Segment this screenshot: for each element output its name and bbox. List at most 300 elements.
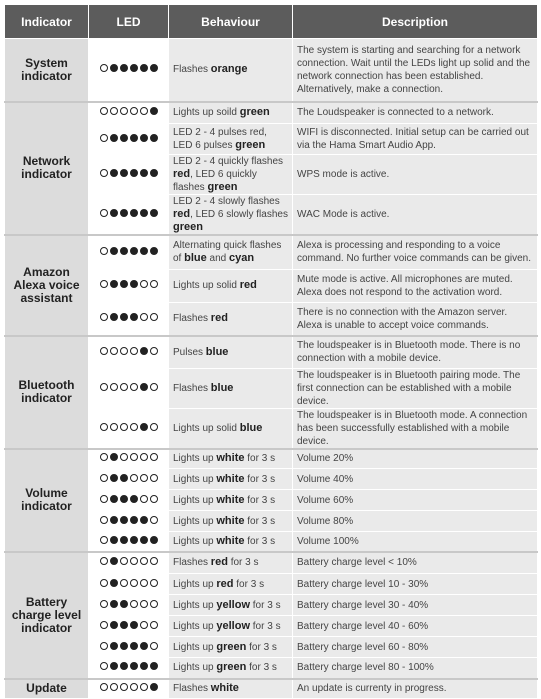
led-pattern	[100, 313, 158, 321]
description-cell: There is no connection with the Amazon server. Alexa is unable to accept voice commands.	[293, 302, 538, 336]
led-on-icon	[110, 474, 118, 482]
behaviour-color: white	[216, 452, 245, 465]
behaviour-text: Lights up	[173, 641, 217, 653]
behaviour-color: red	[239, 279, 257, 291]
behaviour-color: green	[216, 661, 247, 674]
indicator-label: Update	[5, 679, 89, 699]
behaviour-text: LED 2 - 4 quickly flashes	[173, 156, 284, 167]
description-cell: The loudspeaker is in Bluetooth mode. There is no connection with a mobile device.	[293, 336, 538, 368]
led-on-icon	[150, 683, 158, 691]
behaviour-text: Flashes	[173, 683, 211, 695]
led-off-icon	[150, 383, 158, 391]
behaviour-color: white	[216, 514, 245, 527]
led-pattern	[100, 383, 158, 391]
led-off-icon	[140, 280, 148, 288]
led-pattern	[100, 662, 158, 670]
behaviour-text: for 3 s	[244, 473, 276, 485]
led-cell	[89, 490, 169, 511]
led-off-icon	[100, 642, 108, 650]
led-on-icon	[130, 536, 138, 544]
behaviour-color: blue	[239, 421, 263, 434]
led-pattern	[100, 280, 158, 288]
behaviour-text: for 3 s	[227, 557, 259, 569]
led-off-icon	[110, 347, 118, 355]
led-cell	[89, 595, 169, 616]
led-on-icon	[110, 642, 118, 650]
led-on-icon	[110, 453, 118, 461]
led-cell	[89, 408, 169, 449]
behaviour-cell	[169, 155, 293, 195]
behaviour-text: Alternating quick flashes of	[173, 240, 282, 265]
behaviour-text: for 3 s	[246, 641, 277, 653]
led-on-icon	[150, 134, 158, 142]
behaviour-text: , LED 6 quickly flashes	[173, 169, 257, 193]
led-off-icon	[100, 383, 108, 391]
behaviour-text: for 3 s	[244, 453, 276, 465]
led-off-icon	[150, 621, 158, 629]
behaviour-text: Pulses	[173, 346, 206, 358]
led-off-icon	[100, 347, 108, 355]
description-cell: WAC Mode is active.	[293, 195, 538, 236]
led-off-icon	[140, 683, 148, 691]
led-on-icon	[120, 536, 128, 544]
led-off-icon	[140, 313, 148, 321]
behaviour-cell	[169, 408, 293, 449]
led-off-icon	[140, 557, 148, 565]
led-pattern	[100, 107, 158, 115]
led-on-icon	[140, 383, 148, 391]
led-on-icon	[130, 134, 138, 142]
behaviour-color: blue	[210, 381, 234, 394]
led-on-icon	[130, 662, 138, 670]
behaviour-cell	[169, 490, 293, 511]
led-off-icon	[130, 683, 138, 691]
led-on-icon	[110, 662, 118, 670]
led-pattern	[100, 536, 158, 544]
led-on-icon	[130, 209, 138, 217]
behaviour-color: green	[239, 106, 270, 119]
led-on-icon	[120, 642, 128, 650]
indicator-label: Bluetooth indicator	[5, 336, 89, 449]
behaviour-color: white	[210, 682, 239, 695]
led-off-icon	[120, 383, 128, 391]
header-description: Description	[293, 5, 538, 39]
behaviour-cell	[169, 235, 293, 269]
behaviour-text: Lights up soild	[173, 107, 240, 119]
description-cell: The system is starting and searching for a network connection. Wait until the LEDs light up solid and the network connection has been established. Alternatively, make a connection.	[293, 39, 538, 102]
led-cell	[89, 124, 169, 155]
led-off-icon	[130, 453, 138, 461]
led-pattern	[100, 495, 158, 503]
led-on-icon	[120, 600, 128, 608]
led-indicator-table	[4, 4, 538, 699]
led-on-icon	[110, 64, 118, 72]
description-cell: Battery charge level 60 - 80%	[293, 637, 538, 658]
behaviour-text: for 3 s	[246, 662, 277, 674]
table-row	[5, 102, 538, 124]
behaviour-text: LED 2 - 4 pulses red, LED 6 pulses	[173, 127, 267, 151]
description-cell: The Loudspeaker is connected to a network.	[293, 102, 538, 124]
led-pattern	[100, 134, 158, 142]
behaviour-text: Flashes	[173, 557, 211, 569]
led-on-icon	[130, 516, 138, 524]
led-off-icon	[110, 683, 118, 691]
behaviour-color: orange	[210, 63, 248, 76]
led-pattern	[100, 683, 158, 691]
led-on-icon	[150, 169, 158, 177]
led-on-icon	[120, 247, 128, 255]
led-cell	[89, 102, 169, 124]
behaviour-color: green	[216, 640, 247, 653]
led-on-icon	[120, 495, 128, 503]
header-indicator: Indicator	[5, 5, 89, 39]
led-on-icon	[130, 280, 138, 288]
led-cell	[89, 155, 169, 195]
led-off-icon	[130, 423, 138, 431]
led-on-icon	[120, 64, 128, 72]
led-on-icon	[140, 642, 148, 650]
behaviour-cell	[169, 552, 293, 574]
led-on-icon	[120, 474, 128, 482]
behaviour-cell	[169, 269, 293, 302]
led-pattern	[100, 516, 158, 524]
led-off-icon	[150, 280, 158, 288]
led-on-icon	[120, 134, 128, 142]
led-cell	[89, 269, 169, 302]
description-cell: The loudspeaker is in Bluetooth pairing mode. The first connection can be established with a mobile device.	[293, 368, 538, 408]
behaviour-color: white	[216, 534, 245, 547]
description-cell: Volume 20%	[293, 449, 538, 469]
behaviour-text: LED 2 - 4 slowly flashes	[173, 196, 280, 207]
behaviour-color: blue	[205, 345, 229, 358]
behaviour-text: Lights up	[173, 599, 217, 611]
led-on-icon	[150, 64, 158, 72]
led-pattern	[100, 600, 158, 608]
behaviour-cell	[169, 449, 293, 469]
description-cell: Battery charge level 10 - 30%	[293, 574, 538, 595]
led-off-icon	[140, 579, 148, 587]
behaviour-text: for 3 s	[233, 578, 265, 590]
behaviour-text: Flashes	[173, 64, 211, 76]
behaviour-text: , LED 6 slowly flashes	[190, 209, 288, 220]
table-row	[5, 449, 538, 469]
led-off-icon	[100, 600, 108, 608]
description-cell: The loudspeaker is in Bluetooth mode. A connection has been successfully established with a mobile device.	[293, 408, 538, 449]
description-cell: Mute mode is active. All microphones are muted. Alexa does not respond to the activation word.	[293, 269, 538, 302]
description-cell: WIFI is disconnected. Initial setup can be carried out via the Hama Smart Audio App.	[293, 124, 538, 155]
led-cell	[89, 469, 169, 490]
led-off-icon	[100, 536, 108, 544]
led-pattern	[100, 423, 158, 431]
led-cell	[89, 302, 169, 336]
behaviour-color: white	[216, 493, 245, 506]
led-cell	[89, 511, 169, 532]
led-cell	[89, 616, 169, 637]
behaviour-text: Flashes	[173, 382, 211, 394]
behaviour-text: for 3 s	[250, 599, 281, 611]
behaviour-color: green	[235, 139, 266, 151]
led-on-icon	[110, 313, 118, 321]
behaviour-text: Lights up	[173, 515, 217, 527]
led-off-icon	[150, 347, 158, 355]
led-cell	[89, 574, 169, 595]
led-on-icon	[130, 642, 138, 650]
led-off-icon	[100, 209, 108, 217]
behaviour-cell	[169, 679, 293, 699]
behaviour-text: Lights up	[173, 535, 217, 547]
led-pattern	[100, 169, 158, 177]
led-off-icon	[150, 600, 158, 608]
header-row	[5, 5, 538, 39]
led-on-icon	[110, 600, 118, 608]
led-off-icon	[100, 579, 108, 587]
behaviour-text: for 3 s	[244, 494, 276, 506]
behaviour-cell	[169, 616, 293, 637]
led-off-icon	[140, 474, 148, 482]
behaviour-color: red	[210, 556, 228, 569]
led-off-icon	[100, 621, 108, 629]
description-cell: Volume 40%	[293, 469, 538, 490]
led-off-icon	[120, 557, 128, 565]
led-on-icon	[140, 423, 148, 431]
description-cell: Battery charge level < 10%	[293, 552, 538, 574]
led-off-icon	[110, 423, 118, 431]
led-on-icon	[120, 516, 128, 524]
led-on-icon	[140, 347, 148, 355]
led-on-icon	[130, 247, 138, 255]
behaviour-text: for 3 s	[250, 620, 281, 632]
led-off-icon	[100, 107, 108, 115]
behaviour-cell	[169, 574, 293, 595]
led-off-icon	[130, 557, 138, 565]
led-off-icon	[150, 423, 158, 431]
led-off-icon	[100, 134, 108, 142]
behaviour-color: red	[216, 577, 234, 590]
led-cell	[89, 368, 169, 408]
led-on-icon	[140, 209, 148, 217]
behaviour-cell	[169, 302, 293, 336]
behaviour-text: Lights up	[173, 473, 217, 485]
led-off-icon	[130, 579, 138, 587]
description-cell: Volume 60%	[293, 490, 538, 511]
behaviour-text: Lights up	[173, 662, 217, 674]
led-pattern	[100, 247, 158, 255]
led-off-icon	[150, 557, 158, 565]
led-cell	[89, 532, 169, 552]
led-off-icon	[140, 495, 148, 503]
table-row	[5, 679, 538, 699]
led-off-icon	[120, 453, 128, 461]
led-off-icon	[140, 107, 148, 115]
led-pattern	[100, 621, 158, 629]
behaviour-text: Lights up	[173, 453, 217, 465]
indicator-label: Network indicator	[5, 102, 89, 236]
led-on-icon	[120, 621, 128, 629]
led-on-icon	[130, 313, 138, 321]
led-cell	[89, 235, 169, 269]
led-off-icon	[100, 516, 108, 524]
behaviour-cell	[169, 595, 293, 616]
led-off-icon	[100, 423, 108, 431]
indicator-label: Battery charge level indicator	[5, 552, 89, 679]
behaviour-color: red	[173, 168, 191, 180]
description-cell: Volume 100%	[293, 532, 538, 552]
behaviour-cell	[169, 658, 293, 679]
led-on-icon	[150, 662, 158, 670]
behaviour-text: Lights up solid	[173, 422, 240, 434]
led-off-icon	[100, 474, 108, 482]
description-cell: WPS mode is active.	[293, 155, 538, 195]
led-on-icon	[110, 579, 118, 587]
led-pattern	[100, 347, 158, 355]
led-on-icon	[150, 209, 158, 217]
behaviour-cell	[169, 532, 293, 552]
led-off-icon	[120, 107, 128, 115]
indicator-label: Volume indicator	[5, 449, 89, 552]
led-cell	[89, 449, 169, 469]
led-off-icon	[130, 107, 138, 115]
led-pattern	[100, 474, 158, 482]
led-off-icon	[140, 621, 148, 629]
led-on-icon	[120, 209, 128, 217]
header-behaviour: Behaviour	[169, 5, 293, 39]
led-on-icon	[110, 536, 118, 544]
behaviour-color: yellow	[216, 619, 250, 632]
led-on-icon	[130, 495, 138, 503]
led-off-icon	[150, 453, 158, 461]
behaviour-cell	[169, 336, 293, 368]
led-cell	[89, 39, 169, 102]
led-cell	[89, 679, 169, 699]
led-on-icon	[110, 169, 118, 177]
led-on-icon	[130, 621, 138, 629]
behaviour-text: Lights up	[173, 494, 217, 506]
led-on-icon	[140, 134, 148, 142]
indicator-label: Amazon Alexa voice assistant	[5, 235, 89, 336]
led-off-icon	[120, 579, 128, 587]
led-on-icon	[120, 280, 128, 288]
led-on-icon	[110, 557, 118, 565]
table-row	[5, 235, 538, 269]
behaviour-color: white	[216, 472, 245, 485]
led-off-icon	[120, 423, 128, 431]
description-cell: Battery charge level 30 - 40%	[293, 595, 538, 616]
led-off-icon	[120, 683, 128, 691]
behaviour-color: blue	[184, 252, 207, 265]
led-on-icon	[110, 209, 118, 217]
led-on-icon	[120, 313, 128, 321]
led-on-icon	[110, 495, 118, 503]
behaviour-text: for 3 s	[244, 535, 276, 547]
led-off-icon	[150, 313, 158, 321]
indicator-label: System indicator	[5, 39, 89, 102]
header-led: LED	[89, 5, 169, 39]
description-cell: An update is currenty in progress.	[293, 679, 538, 699]
led-off-icon	[100, 280, 108, 288]
behaviour-text: Lights up	[173, 620, 217, 632]
led-on-icon	[150, 536, 158, 544]
behaviour-cell	[169, 39, 293, 102]
behaviour-color: cyan	[229, 252, 255, 265]
led-off-icon	[100, 169, 108, 177]
led-off-icon	[130, 347, 138, 355]
led-off-icon	[100, 313, 108, 321]
led-off-icon	[140, 453, 148, 461]
led-pattern	[100, 209, 158, 217]
led-off-icon	[100, 247, 108, 255]
behaviour-text: Flashes	[173, 313, 211, 325]
table-body	[5, 39, 538, 699]
behaviour-color: green	[173, 221, 203, 233]
led-cell	[89, 552, 169, 574]
led-off-icon	[100, 662, 108, 670]
description-cell: Battery charge level 80 - 100%	[293, 658, 538, 679]
led-on-icon	[150, 107, 158, 115]
led-off-icon	[150, 516, 158, 524]
behaviour-color: red	[173, 208, 191, 220]
behaviour-cell	[169, 368, 293, 408]
led-off-icon	[100, 64, 108, 72]
led-off-icon	[100, 557, 108, 565]
behaviour-text: Lights up solid	[173, 280, 240, 291]
description-cell: Volume 80%	[293, 511, 538, 532]
led-off-icon	[130, 600, 138, 608]
led-on-icon	[140, 516, 148, 524]
led-off-icon	[130, 474, 138, 482]
table-row	[5, 39, 538, 102]
led-off-icon	[120, 347, 128, 355]
led-on-icon	[110, 516, 118, 524]
description-cell: Alexa is processing and responding to a voice command. No further voice commands can be given.	[293, 235, 538, 269]
led-pattern	[100, 579, 158, 587]
led-off-icon	[130, 383, 138, 391]
led-off-icon	[150, 495, 158, 503]
led-on-icon	[150, 247, 158, 255]
behaviour-cell	[169, 469, 293, 490]
led-off-icon	[140, 600, 148, 608]
led-on-icon	[140, 662, 148, 670]
led-on-icon	[110, 280, 118, 288]
table-row	[5, 336, 538, 368]
behaviour-color: yellow	[216, 598, 250, 611]
behaviour-text: for 3 s	[244, 515, 276, 527]
led-on-icon	[140, 169, 148, 177]
led-on-icon	[140, 536, 148, 544]
behaviour-cell	[169, 124, 293, 155]
led-cell	[89, 195, 169, 236]
behaviour-color: red	[210, 312, 228, 325]
behaviour-cell	[169, 195, 293, 236]
led-off-icon	[150, 642, 158, 650]
led-pattern	[100, 557, 158, 565]
led-on-icon	[140, 64, 148, 72]
table-row	[5, 552, 538, 574]
led-on-icon	[120, 169, 128, 177]
led-on-icon	[110, 134, 118, 142]
led-off-icon	[100, 453, 108, 461]
led-off-icon	[110, 107, 118, 115]
led-on-icon	[110, 247, 118, 255]
led-off-icon	[150, 474, 158, 482]
led-off-icon	[110, 383, 118, 391]
led-off-icon	[100, 683, 108, 691]
behaviour-cell	[169, 637, 293, 658]
led-cell	[89, 336, 169, 368]
behaviour-cell	[169, 511, 293, 532]
led-on-icon	[110, 621, 118, 629]
behaviour-color: green	[207, 181, 238, 193]
led-off-icon	[150, 579, 158, 587]
